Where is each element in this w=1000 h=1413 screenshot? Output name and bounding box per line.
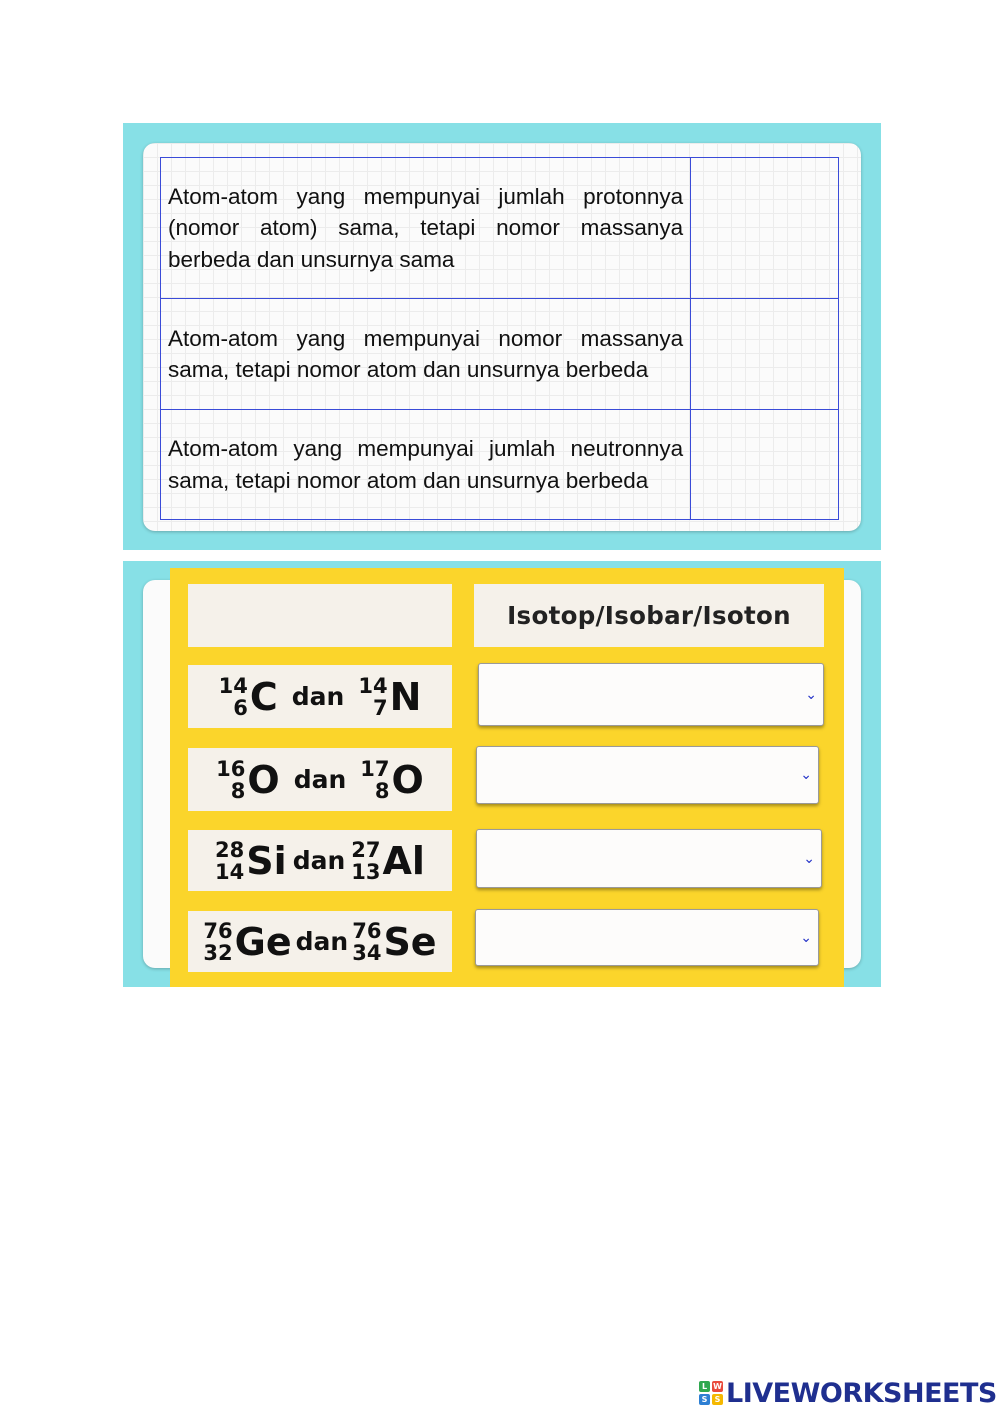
header-cell-empty xyxy=(188,584,452,647)
answer-cell[interactable] xyxy=(691,410,839,520)
quiz-panel xyxy=(123,561,881,987)
nuclide-pair xyxy=(188,911,452,972)
element-symbol: C xyxy=(249,674,278,719)
nuclide-a xyxy=(219,675,278,719)
atomic-number: 8 xyxy=(230,778,246,803)
element-symbol: Se xyxy=(383,919,437,964)
definition-text: Atom-atom yang mempunyai jumlah protonnya (nomor atom) sama, tetapi nomor massanya berbeda dan unsurnya sama xyxy=(161,158,691,299)
logo-mark-letter: W xyxy=(713,1382,722,1391)
chevron-down-icon[interactable]: ⌄ xyxy=(805,686,817,703)
nuclide-b xyxy=(351,839,425,883)
atomic-number: 6 xyxy=(233,695,248,720)
definitions-panel xyxy=(123,123,881,550)
atomic-number: 32 xyxy=(203,940,233,965)
logo-mark-letter: S xyxy=(699,1394,710,1405)
atomic-number: 8 xyxy=(374,778,390,803)
definition-text: Atom-atom yang mempunyai nomor massanya sama, tetapi nomor atom dan unsurnya berbeda xyxy=(161,299,691,410)
chevron-down-icon[interactable]: ⌄ xyxy=(803,850,815,867)
mass-number: 17 xyxy=(360,756,390,781)
atomic-number: 7 xyxy=(372,695,388,720)
element-symbol: N xyxy=(389,674,422,719)
table-row xyxy=(161,158,839,299)
liveworksheets-logo xyxy=(699,1378,997,1408)
mass-number: 28 xyxy=(215,837,245,862)
element-symbol: O xyxy=(247,757,280,802)
connector-text: dan xyxy=(295,927,349,956)
table-row xyxy=(161,410,839,520)
nuclide-a xyxy=(203,920,291,964)
answer-dropdown[interactable] xyxy=(476,829,822,888)
element-symbol: Si xyxy=(246,838,287,883)
answer-dropdown[interactable] xyxy=(478,663,824,726)
mass-number: 14 xyxy=(358,673,388,698)
connector-text: dan xyxy=(291,682,345,711)
definitions-card xyxy=(143,143,861,531)
mass-number: 76 xyxy=(352,918,382,943)
logo-mark-letter: S xyxy=(712,1394,723,1405)
answer-cell[interactable] xyxy=(691,299,839,410)
column-header: Isotop/Isobar/Isoton xyxy=(507,601,791,630)
logo-mark-icon xyxy=(699,1381,723,1405)
connector-text: dan xyxy=(292,846,346,875)
table-row xyxy=(161,299,839,410)
nuclide-a xyxy=(215,839,287,883)
logo-mark-letter: L xyxy=(699,1381,710,1392)
answer-dropdown[interactable] xyxy=(476,746,819,804)
mass-number: 14 xyxy=(218,673,248,698)
mass-number: 16 xyxy=(216,756,246,781)
atomic-number: 14 xyxy=(215,859,245,884)
nuclide-pair xyxy=(188,665,452,728)
chevron-down-icon[interactable]: ⌄ xyxy=(800,929,812,946)
mass-number: 76 xyxy=(203,918,233,943)
element-symbol: O xyxy=(391,757,424,802)
answer-dropdown[interactable] xyxy=(475,909,819,966)
logo-text: LIVEWORKSHEETS xyxy=(726,1377,997,1409)
element-symbol: Al xyxy=(382,838,425,883)
atomic-number: 13 xyxy=(351,859,381,884)
element-symbol: Ge xyxy=(234,919,292,964)
nuclide-b xyxy=(360,758,424,802)
atomic-number: 34 xyxy=(352,940,382,965)
mass-number: 27 xyxy=(351,837,381,862)
header-cell xyxy=(474,584,824,647)
quiz-table xyxy=(170,568,844,987)
nuclide-pair xyxy=(188,830,452,891)
chevron-down-icon[interactable]: ⌄ xyxy=(800,767,812,783)
connector-text: dan xyxy=(293,765,347,794)
nuclide-a xyxy=(216,758,280,802)
nuclide-b xyxy=(358,675,421,719)
definition-text: Atom-atom yang mempunyai jumlah neutronnya sama, tetapi nomor atom dan unsurnya berbeda xyxy=(161,410,691,520)
answer-cell[interactable] xyxy=(691,158,839,299)
definitions-table xyxy=(160,157,839,520)
nuclide-pair xyxy=(188,748,452,811)
nuclide-b xyxy=(352,920,436,964)
